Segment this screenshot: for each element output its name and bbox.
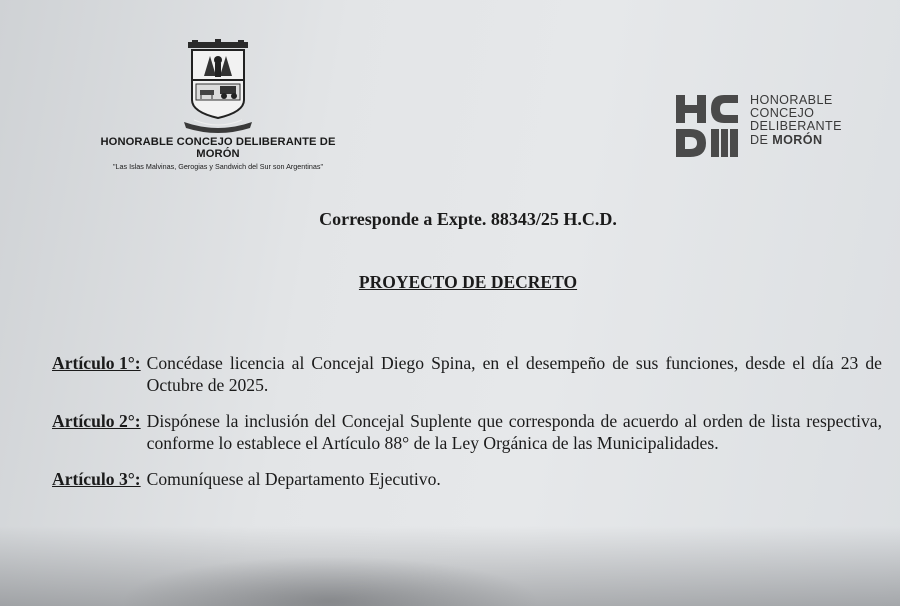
logo-line-4-prefix: DE — [750, 132, 773, 147]
photo-shadow — [120, 556, 540, 606]
article-3-label: Artículo 3°: — [52, 469, 141, 489]
logo-line-3: DELIBERANTE — [750, 119, 842, 134]
article-1 — [52, 352, 882, 396]
article-1-text: Concédase licencia al Concejal Diego Spina, en el desempeño de sus funciones, desde el día 23 de Octubre de 2025. — [146, 353, 882, 395]
article-3 — [52, 468, 882, 490]
hcdm-logo-icon — [676, 95, 740, 157]
article-2-text: Dispónese la inclusión del Concejal Suplente que corresponda de acuerdo al orden de lista respectiva, conforme lo establece el Artículo 88° de la Ley Orgánica de las Municipalidades. — [146, 411, 882, 453]
article-1-label: Artículo 1°: — [52, 353, 141, 373]
articles-list — [52, 352, 882, 490]
organization-motto: "Las Islas Malvinas, Gerogias y Sandwich del Sur son Argentinas" — [112, 162, 324, 171]
logo-line-4-bold: MORÓN — [772, 132, 823, 147]
logo-line-2: CONCEJO — [750, 106, 815, 121]
logo-line-1: HONORABLE — [750, 93, 833, 107]
file-reference: Corresponde a Expte. 88343/25 H.C.D. — [319, 209, 617, 229]
photo-shadow-gradient — [0, 526, 900, 606]
document-title: PROYECTO DE DECRETO — [358, 272, 578, 292]
organization-name: HONORABLE CONCEJO DELIBERANTE DE MORÓN — [100, 136, 336, 160]
hcdm-logo-wordmark — [750, 94, 842, 147]
article-2-label: Artículo 2°: — [52, 411, 141, 431]
logo-line-4 — [750, 134, 842, 147]
article-2 — [52, 410, 882, 454]
moron-crest-emblem — [180, 38, 256, 134]
article-3-text: Comuníquese al Departamento Ejecutivo. — [146, 469, 441, 489]
